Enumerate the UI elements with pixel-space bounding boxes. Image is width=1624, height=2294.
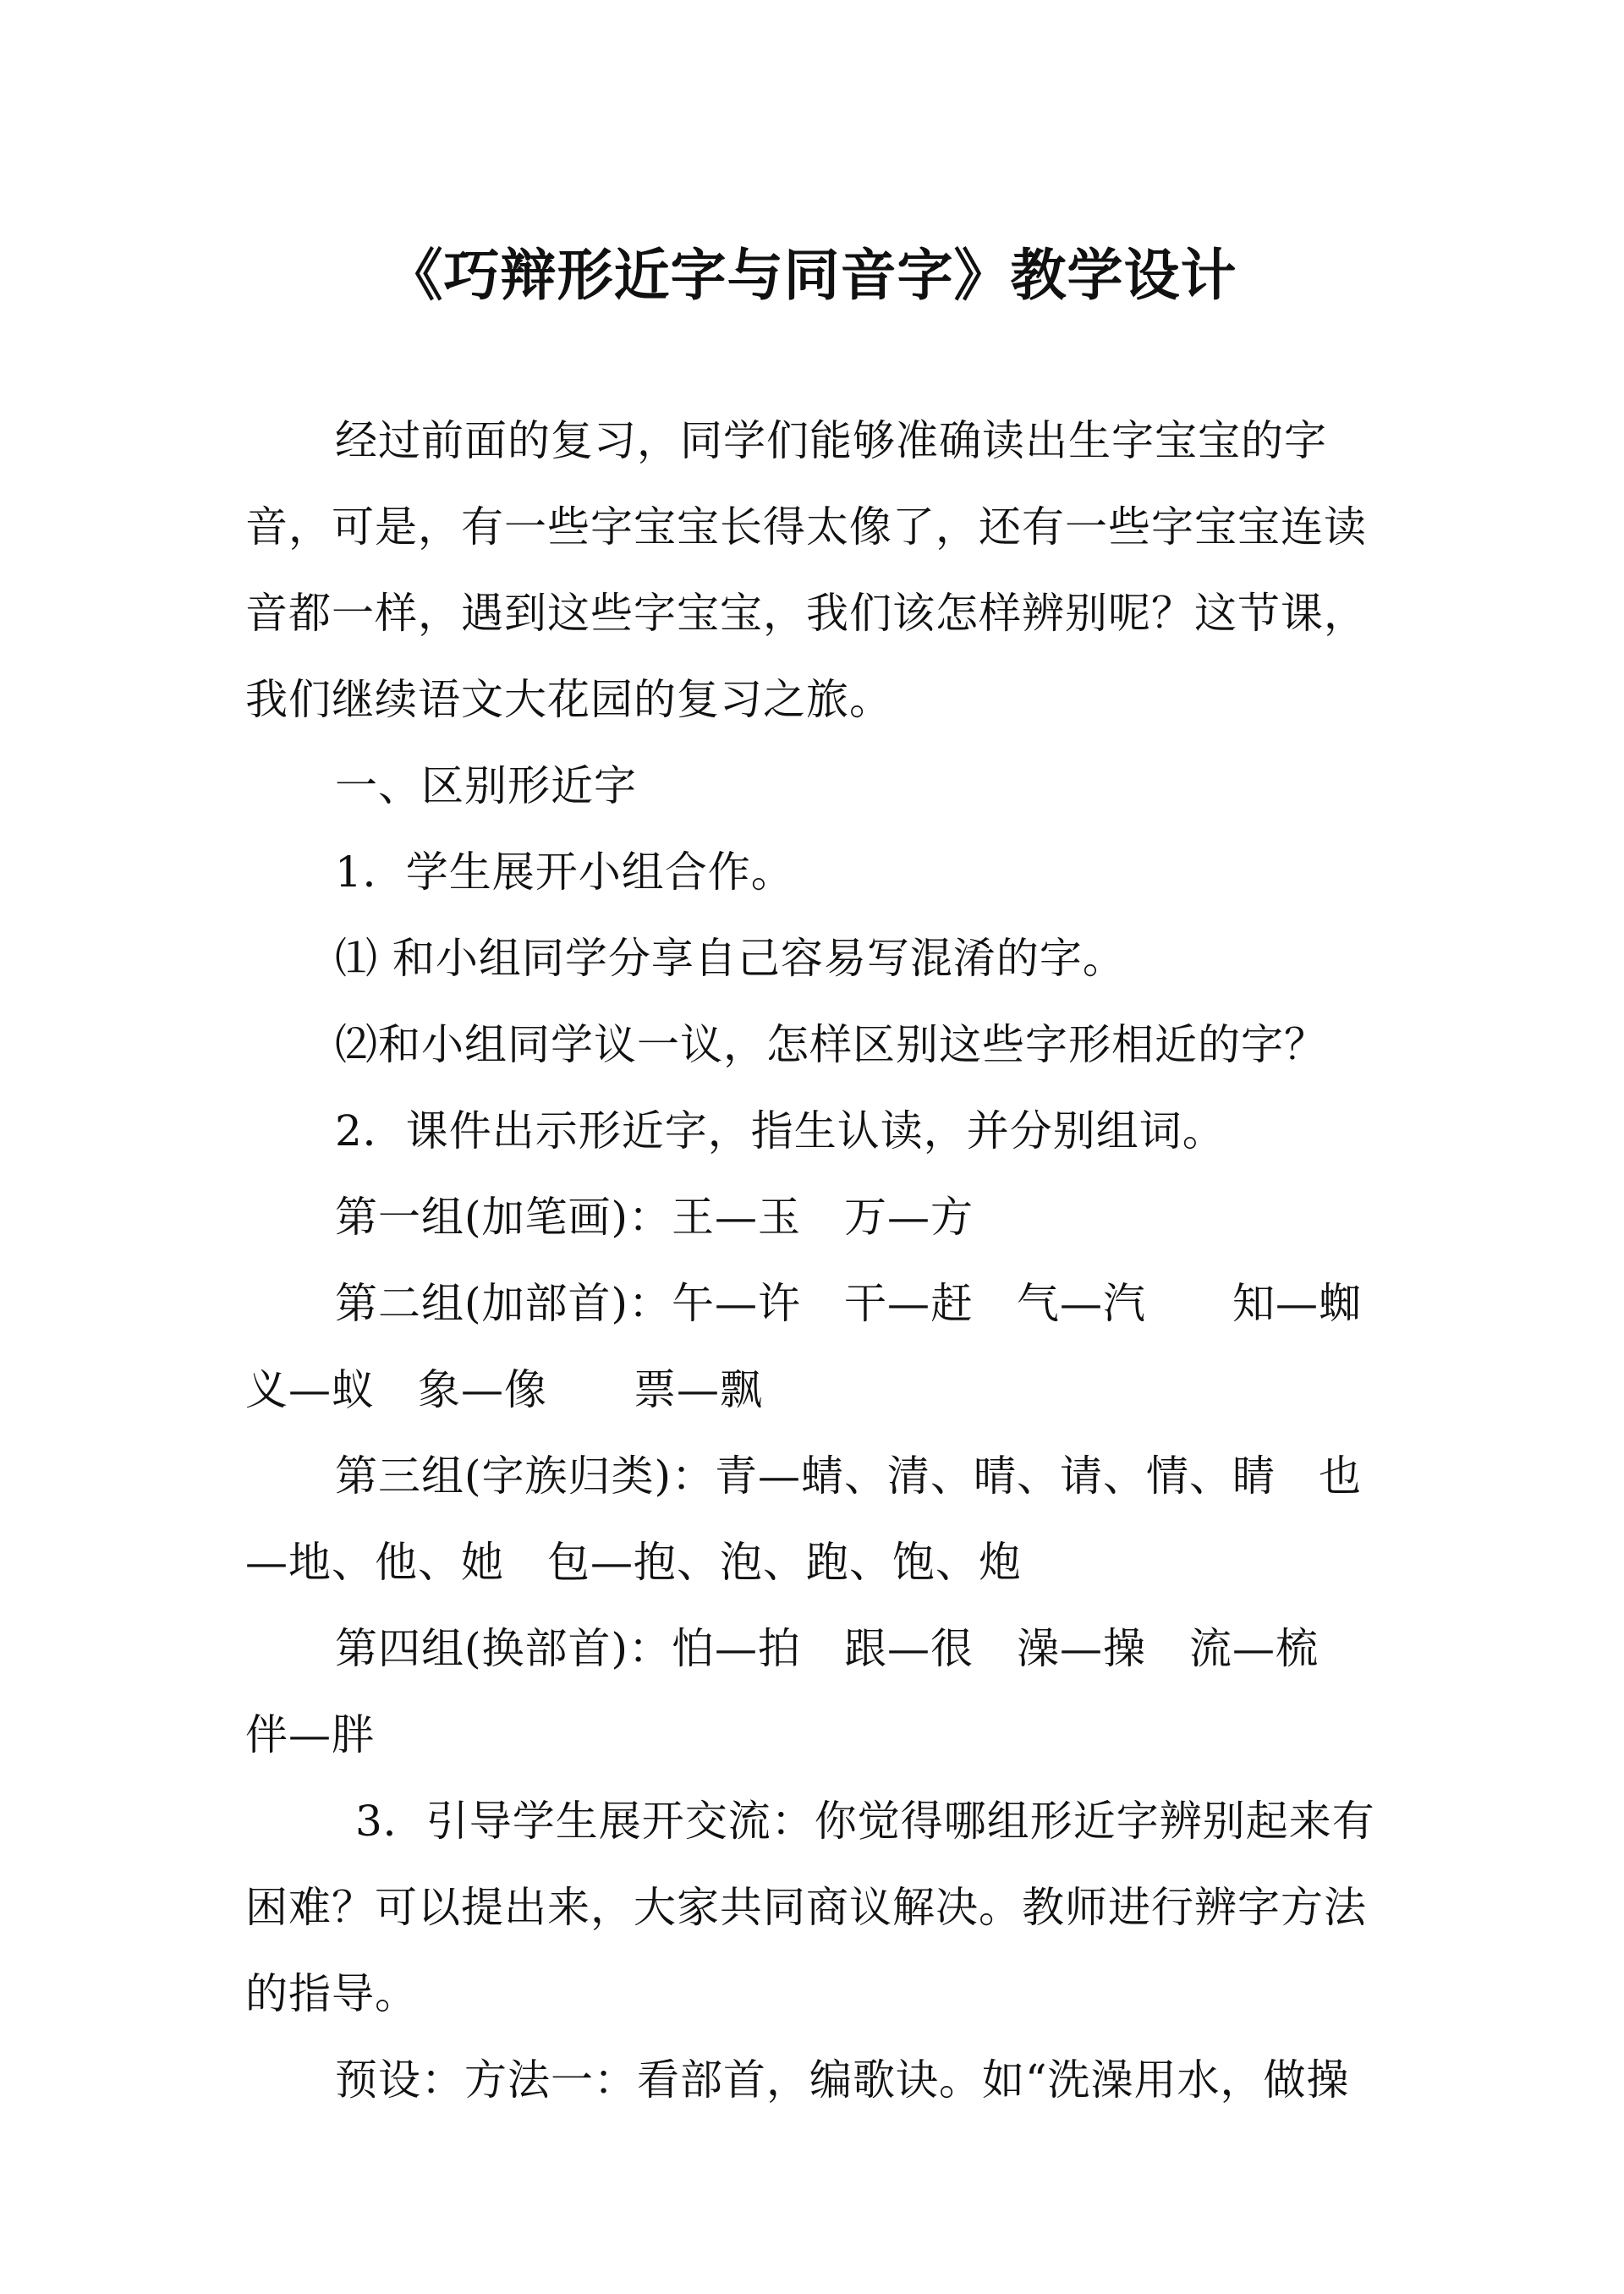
paragraph-intro: 经过前面的复习，同学们能够准确读出生字宝宝的字音，可是，有一些字宝宝长得太像了，还有一些字宝宝连读音都一样，遇到这些字宝宝，我们该怎样辨别呢？这节课，我们继续语文大花园的复习之旅。 xyxy=(245,416,1367,724)
paragraph-method-1: 预设：方法一：看部首，编歌诀。如“洗澡用水，做操 xyxy=(335,2055,1350,2105)
document-title: 《巧辩形近字与同音字》教学设计 xyxy=(387,243,1237,309)
document-body xyxy=(245,398,1404,2123)
paragraph-step-3: 3．引导学生展开交流：你觉得哪组形近字辨别起来有困难？可以提出来，大家共同商议解决。教师进行辨字方法的指导。 xyxy=(245,1797,1375,2018)
paragraph-step-2: 2．课件出示形近字，指生认读，并分别组词。 xyxy=(335,1106,1226,1155)
paragraph-group-3: 第三组(字族归类)：青—蜻、清、晴、请、情、睛 也—地、他、她 包—抱、泡、跑、饱、炮 xyxy=(245,1452,1363,1587)
paragraph-step-1-item-2: ⑵和小组同学议一议，怎样区别这些字形相近的字？ xyxy=(335,1020,1327,1069)
paragraph-step-1: 1．学生展开小组合作。 xyxy=(335,848,794,897)
section-heading-similar-characters: 一、区别形近字 xyxy=(335,761,637,810)
paragraph-group-4: 第四组(换部首)：怕—拍 跟—很 澡—操 流—梳 伴—胖 xyxy=(245,1624,1363,1759)
paragraph-group-1: 第一组(加笔画)：王—玉 万—方 xyxy=(335,1193,974,1242)
paragraph-group-2: 第二组(加部首)：午—许 干—赶 气—汽 知—蜘 义—蚁 象—像 票—飘 xyxy=(245,1279,1406,1414)
paragraph-step-1-item-1: ⑴ 和小组同学分享自己容易写混淆的字。 xyxy=(335,934,1126,983)
